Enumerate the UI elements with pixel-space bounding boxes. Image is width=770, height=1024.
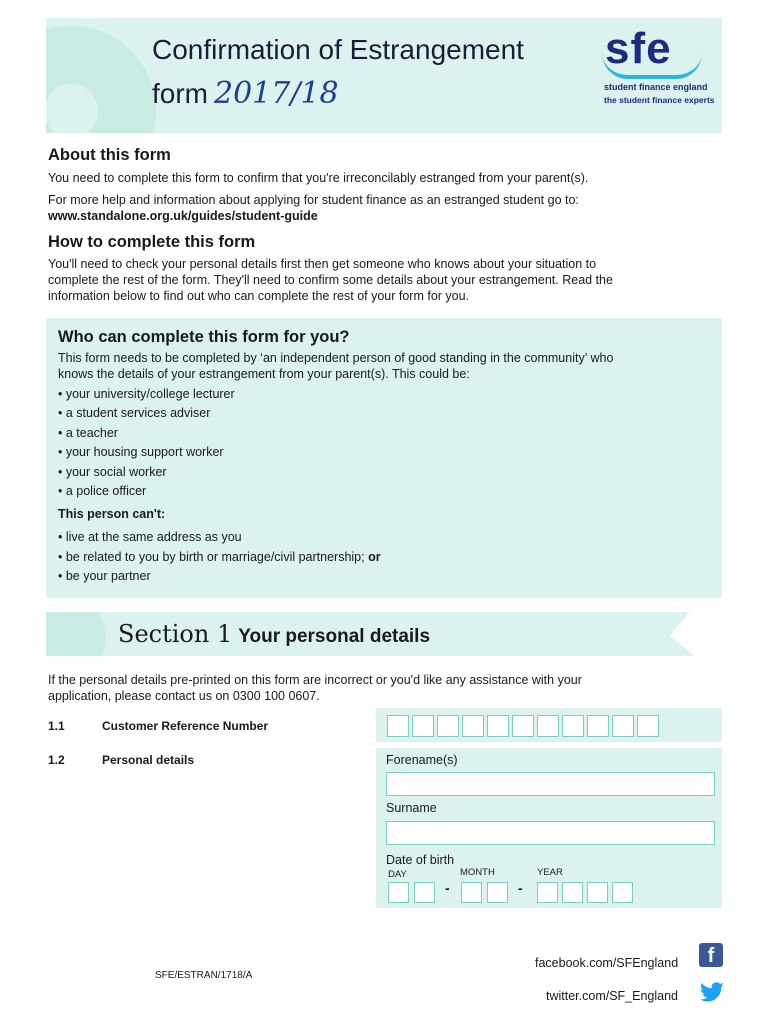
list-item-with-or [58, 550, 381, 564]
crn-digit-box[interactable] [587, 715, 609, 737]
dob-label: Date of birth [386, 853, 455, 867]
how-line-2: complete the rest of the form. They'll need to confirm some details about your estrangement. Read the [48, 273, 613, 287]
cant-item-text: • be related to you by birth or marriage/civil partnership; [58, 550, 365, 564]
crn-digit-box[interactable] [487, 715, 509, 737]
standalone-link[interactable]: www.standalone.org.uk/guides/student-guide [48, 209, 318, 223]
question-number: 1.2 [48, 753, 65, 767]
list-item: • a police officer [58, 484, 147, 498]
cant-heading: This person can't: [58, 507, 166, 521]
how-heading: How to complete this form [48, 233, 256, 251]
banner-notch [670, 612, 722, 656]
dob-day-box[interactable] [388, 882, 409, 903]
forename-label: Forename(s) [386, 753, 458, 767]
crn-digit-box[interactable] [412, 715, 434, 737]
forename-field[interactable] [386, 772, 715, 796]
surname-label: Surname [386, 801, 437, 815]
list-item: • your housing support worker [58, 445, 224, 459]
dob-year-box[interactable] [612, 882, 633, 903]
crn-digit-box[interactable] [512, 715, 534, 737]
form-title-line2 [152, 76, 339, 111]
sfe-logo: sfe [605, 24, 672, 73]
crn-digit-box[interactable] [562, 715, 584, 737]
dob-day-box[interactable] [414, 882, 435, 903]
who-intro-2: knows the details of your estrangement from your parent(s). This could be: [58, 367, 470, 381]
dob-month-box[interactable] [461, 882, 482, 903]
logo-name: student finance england [604, 82, 708, 92]
twitter-icon[interactable] [699, 982, 725, 1004]
gear-decoration [46, 26, 156, 133]
crn-digit-box[interactable] [537, 715, 559, 737]
list-item: • be your partner [58, 569, 151, 583]
dob-year-box[interactable] [587, 882, 608, 903]
section1-heading: Your personal details [238, 626, 431, 647]
about-heading: About this form [48, 146, 171, 164]
how-line-3: information below to find out who can complete the rest of your form for you. [48, 289, 470, 303]
dob-year-box[interactable] [537, 882, 558, 903]
crn-digit-box[interactable] [437, 715, 459, 737]
crn-digit-box[interactable] [462, 715, 484, 737]
day-label: DAY [388, 869, 407, 880]
month-label: MONTH [460, 867, 495, 878]
section1-label: Section 1 [118, 620, 233, 648]
twitter-link[interactable]: twitter.com/SF_England [546, 989, 679, 1003]
sfe-logo-arc [602, 53, 702, 79]
section1-intro-2: application, please contact us on 0300 100 0607. [48, 689, 320, 703]
facebook-link[interactable]: facebook.com/SFEngland [535, 956, 679, 970]
crn-label: Customer Reference Number [102, 719, 269, 733]
how-line-1: You'll need to check your personal details first then get someone who knows about your situation to [48, 257, 597, 271]
list-item: • a teacher [58, 426, 118, 440]
question-number: 1.1 [48, 719, 65, 733]
form-reference-code: SFE/ESTRAN/1718/A [155, 970, 253, 981]
facebook-icon[interactable]: f [699, 943, 723, 967]
list-item: • a student services adviser [58, 406, 211, 420]
year-label: YEAR [537, 867, 563, 878]
date-separator: - [445, 880, 450, 896]
date-separator: - [518, 880, 523, 896]
surname-field[interactable] [386, 821, 715, 845]
gear-decoration [46, 612, 106, 656]
dob-year-box[interactable] [562, 882, 583, 903]
section1-title [118, 620, 430, 648]
who-intro-1: This form needs to be completed by ‘an independent person of good standing in the community’ who [58, 351, 614, 365]
list-item: • live at the same address as you [58, 530, 242, 544]
list-item: • your university/college lecturer [58, 387, 235, 401]
dob-month-box[interactable] [487, 882, 508, 903]
crn-digit-box[interactable] [387, 715, 409, 737]
personal-details-label: Personal details [102, 753, 195, 767]
who-heading: Who can complete this form for you? [58, 328, 350, 346]
section1-intro-1: If the personal details pre-printed on this form are incorrect or you'd like any assistance with your [48, 673, 582, 687]
about-paragraph-2: For more help and information about applying for student finance as an estranged student go to: [48, 193, 579, 207]
form-title-line1: Confirmation of Estrangement [152, 34, 524, 65]
cant-or: or [368, 550, 381, 564]
twitter-bird-glyph [699, 982, 725, 1004]
crn-digit-box[interactable] [637, 715, 659, 737]
logo-tagline: the student finance experts [604, 95, 715, 105]
list-item: • your social worker [58, 465, 167, 479]
form-title-word: form [152, 78, 208, 109]
about-paragraph-1: You need to complete this form to confirm that you're irreconcilably estranged from your parent(s). [48, 171, 589, 185]
form-year: 2017/18 [214, 76, 339, 111]
crn-digit-box[interactable] [612, 715, 634, 737]
